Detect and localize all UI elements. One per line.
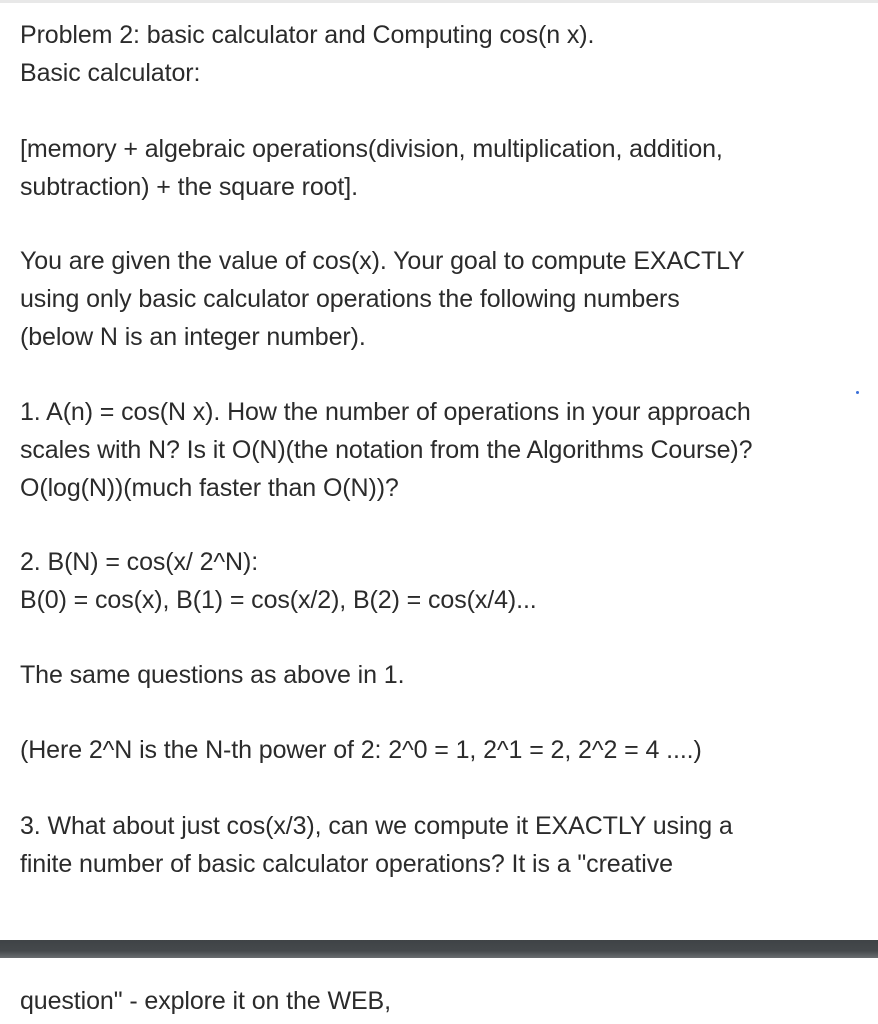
- page-lower: [0, 958, 878, 1024]
- power-note-text: (Here 2^N is the N-th power of 2: 2^0 = 1, 2^1 = 2, 2^2 = 4 ....): [20, 736, 702, 764]
- question-2-line-1: 2. B(N) = cos(x/ 2^N):: [20, 548, 259, 576]
- question-3-continued-text: question" - explore it on the WEB,: [20, 987, 391, 1015]
- problem-title: Problem 2: basic calculator and Computing cos(n x).: [20, 21, 595, 49]
- question-1-line-2: scales with N? Is it O(N)(the notation from the Algorithms Course)?: [20, 436, 753, 464]
- question-1-line-1: 1. A(n) = cos(N x). How the number of operations in your approach: [20, 398, 751, 426]
- given-line-1: You are given the value of cos(x). Your goal to compute EXACTLY: [20, 247, 745, 275]
- operations-line-1: [memory + algebraic operations(division, multiplication, addition,: [20, 135, 723, 163]
- question-3: [20, 807, 860, 883]
- problem-subtitle: Basic calculator:: [20, 59, 201, 87]
- stray-dot: [856, 391, 859, 394]
- page-break-divider: [0, 940, 878, 958]
- question-2: [20, 543, 860, 619]
- given-paragraph: [20, 242, 860, 356]
- question-3-line-1: 3. What about just cos(x/3), can we compute it EXACTLY using a: [20, 812, 733, 840]
- given-line-3: (below N is an integer number).: [20, 323, 366, 351]
- power-note-paragraph: [20, 731, 860, 769]
- question-2-line-2: B(0) = cos(x), B(1) = cos(x/2), B(2) = cos(x/4)...: [20, 586, 537, 614]
- title-block: [20, 16, 860, 92]
- question-1-line-3: O(log(N))(much faster than O(N))?: [20, 474, 399, 502]
- operations-line-2: subtraction) + the square root].: [20, 173, 358, 201]
- question-3-line-2: finite number of basic calculator operations? It is a "creative: [20, 850, 673, 878]
- question-3-continued: [20, 982, 860, 1020]
- operations-paragraph: [20, 130, 860, 206]
- same-questions-text: The same questions as above in 1.: [20, 661, 405, 689]
- same-questions-paragraph: [20, 656, 860, 694]
- question-1: [20, 393, 860, 507]
- top-border: [0, 0, 878, 3]
- given-line-2: using only basic calculator operations the following numbers: [20, 285, 680, 313]
